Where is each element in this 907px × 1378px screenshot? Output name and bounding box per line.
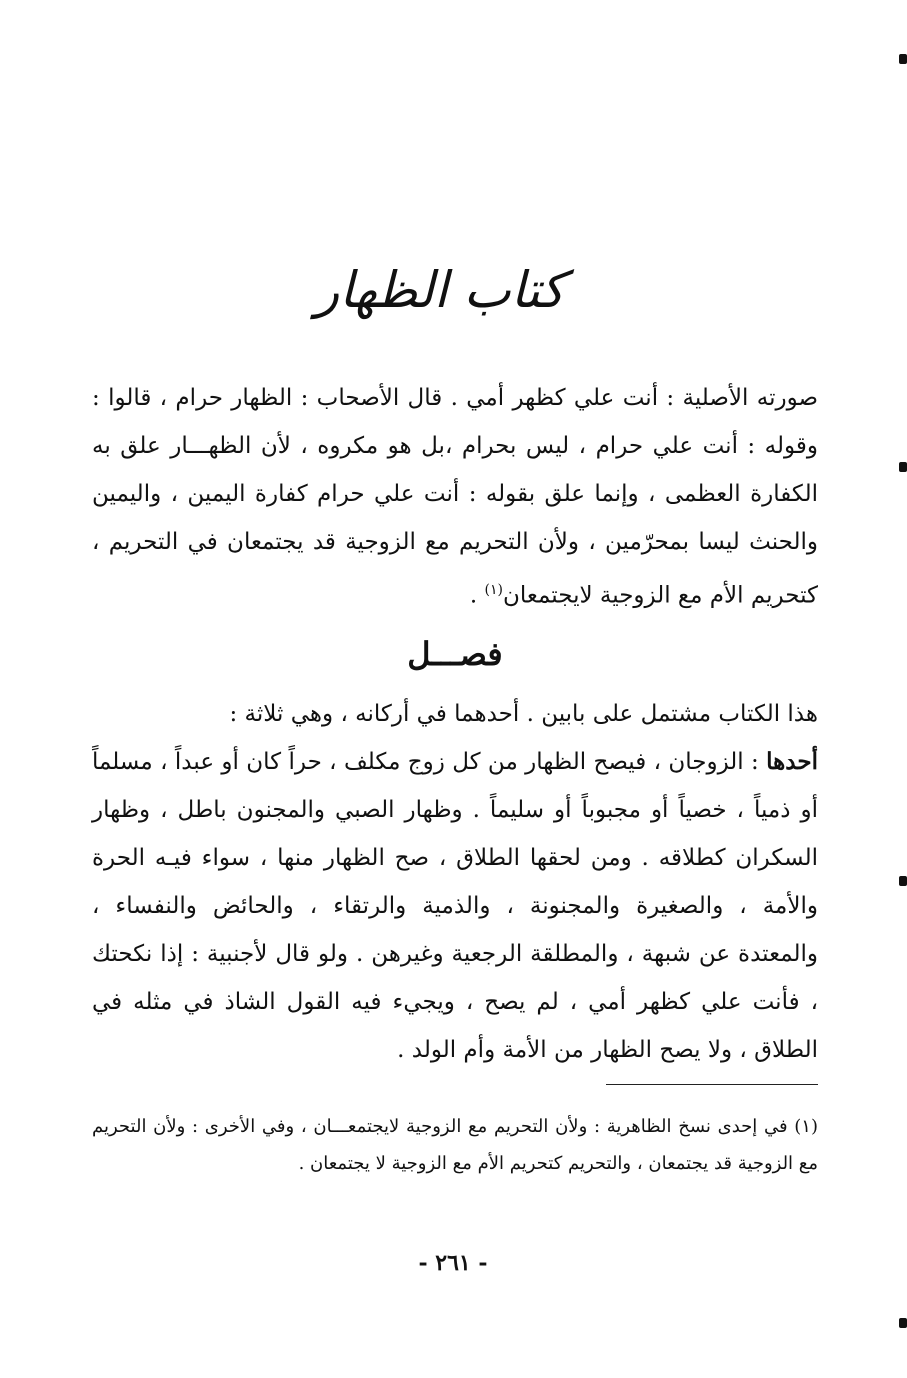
intro-paragraph: [92, 374, 818, 620]
book-title: كتاب الظهار: [315, 261, 565, 319]
first-pillar-text: : الزوجان ، فيصح الظهار من كل زوج مكلف ، حراً كان أو عبداً ، مسلماً أو ذمياً ، خصياً أو مجبوباً أو سليماً . وظهار الصبي والمجنون باطل ، وظهار السكران كطلاقه . ومن لحقها الطلاق ، صح الظهار منها ، سواء فيـه الحرة والأمة ، والصغيرة والمجنونة ، والذمية والرتقاء ، والحائض والنفساء ، والمعتدة عن شبهة ، والمطلقة الرجعية وغيرهن . ولو قال لأجنبية : إذا نكحتك ، فأنت علي كظهر أمي ، لم يصح ، ويجيء فيه القول الشاذ في مثله في الطلاق ، ولا يصح الظهار من الأمة وأم الولد .: [92, 749, 818, 1063]
section-intro: هذا الكتاب مشتمل على بابين . أحدهما في أركانه ، وهي ثلاثة :: [229, 701, 818, 727]
page-number: - ٢٦١ -: [418, 1250, 488, 1276]
section-body: [92, 690, 818, 1074]
section-heading: فصـــل: [407, 635, 503, 673]
footnote: (١) في إحدى نسخ الظاهرية : ولأن التحريم مع الزوجية لايجتمعـــان ، وفي الأخرى : ولأن التحريم مع الزوجية قد يجتمعان ، والتحريم كتحريم الأم مع الزوجية لا يجتمعان .: [92, 1116, 818, 1174]
first-pillar-lead: أحدها: [766, 748, 818, 775]
margin-mark-upper: [899, 462, 907, 472]
intro-text: صورته الأصلية : أنت علي كظهر أمي . قال الأصحاب : الظهار حرام ، قالوا : وقوله : أنت علي حرام ، ليس بحرام ،بل هو مكروه ، لأن الظهـــار علق به الكفارة العظمى ، وإنما علق بقوله : أنت علي حرام كفارة اليمين ، واليمين والحنث ليسا بمحرّمين ، ولأن التحريم مع الزوجية قد يجتمعان في التحريم ، كتحريم الأم مع الزوجية لايجتمعان: [92, 385, 818, 609]
intro-end: .: [469, 582, 485, 609]
footnote-divider: [606, 1084, 818, 1085]
margin-mark-bottom: [899, 1318, 907, 1328]
margin-mark-middle: [899, 876, 907, 886]
margin-mark-top: [899, 54, 907, 64]
footnote-reference[interactable]: (١): [484, 582, 504, 598]
